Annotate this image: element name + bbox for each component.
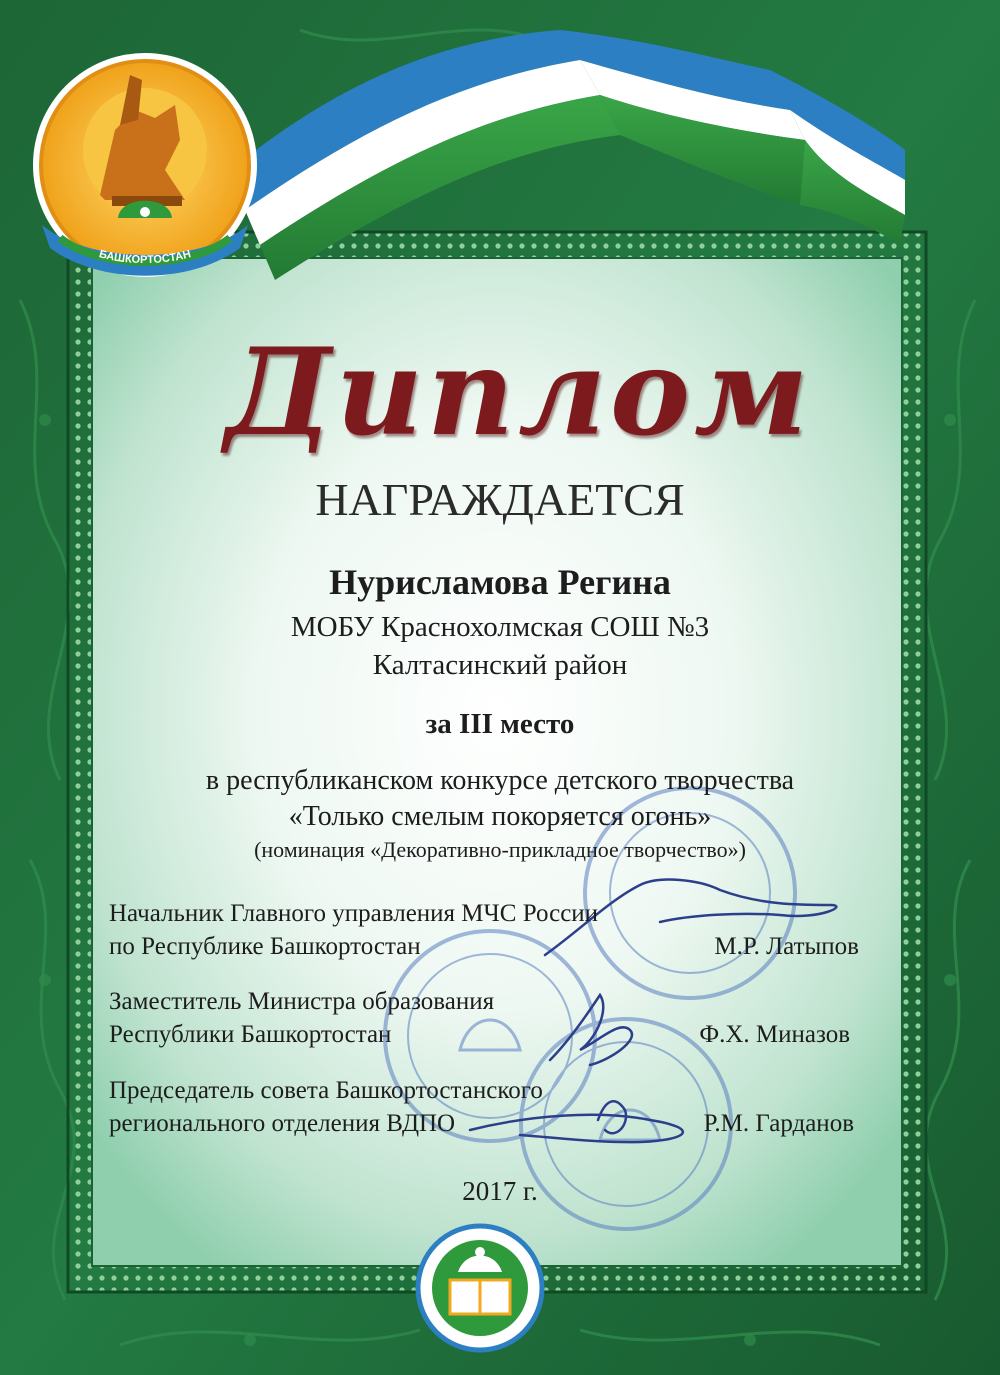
contest-nomination: (номинация «Декоративно-прикладное творчество») xyxy=(254,837,746,862)
signature-block xyxy=(109,985,889,1051)
signature-block xyxy=(109,1074,889,1140)
signature-block xyxy=(109,897,889,963)
signer-role: по Республике Башкортостан xyxy=(109,933,421,960)
award-place: за III место xyxy=(425,708,575,740)
emblem-caption: БАШКОРТОСТАН xyxy=(97,248,193,267)
diploma-title: Диплом xyxy=(225,322,813,463)
contest-title: «Только смелым покоряется огонь» xyxy=(288,801,712,832)
recipient-school: МОБУ Краснохолмская СОШ №3 xyxy=(290,611,710,643)
signer-name: Ф.Х. Миназов xyxy=(699,1021,850,1048)
contest-description: в республиканском конкурсе детского творчества xyxy=(205,765,795,796)
signer-role: Начальник Главного управления МЧС России xyxy=(109,900,599,927)
signer-role: Республики Башкортостан xyxy=(109,1021,392,1048)
diploma-year: 2017 г. xyxy=(462,1176,538,1206)
signer-name: М.Р. Латыпов xyxy=(714,933,859,960)
signer-role: Заместитель Министра образования xyxy=(109,988,495,1015)
recipient-district: Калтасинский район xyxy=(372,649,628,681)
education-emblem-icon xyxy=(418,1226,542,1350)
recipient-name: Нурисламова Регина xyxy=(329,562,671,602)
signer-role: регионального отделения ВДПО xyxy=(109,1110,456,1137)
signer-name: Р.М. Гарданов xyxy=(703,1110,854,1137)
emblem-icon xyxy=(33,53,257,277)
signer-role: Председатель совета Башкортостанского xyxy=(109,1077,543,1104)
awarded-heading: НАГРАЖДАЕТСЯ xyxy=(315,474,685,525)
